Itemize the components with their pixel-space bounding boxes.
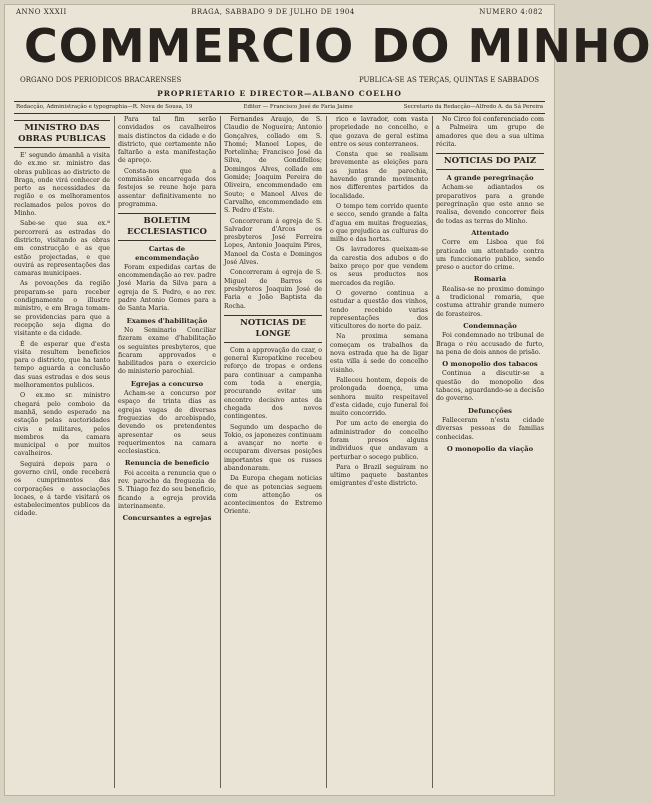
publication-label: PUBLICA-SE AS TERÇAS, QUINTAS E SABBADOS bbox=[358, 76, 539, 84]
article-subheading: Defuncções bbox=[468, 406, 512, 415]
article-paragraph: Segundo um despacho de Tokio, os japonezes continuam a avançar no norte e occuparam diversas posições importantes que os russos abandonaram. bbox=[224, 423, 322, 472]
top-line bbox=[16, 8, 543, 18]
rule bbox=[14, 101, 545, 102]
article-paragraph: Por um acto de energia do administrador do concelho foram presos alguns individuos que andavam a perturbar o socego publico. bbox=[330, 420, 428, 461]
article-paragraph: Corre em Lisboa que foi praticado um attentado contra um funccionario publico, sendo preso o auctor do crime. bbox=[436, 239, 544, 272]
column-1 bbox=[14, 116, 110, 790]
article-paragraph: É de esperar que d'esta visita resultem beneficios para o districto, que ha tanto tempo aguarda a conclusão das suas estradas e dos seus melhoramentos publicos. bbox=[14, 340, 110, 390]
article-paragraph: Para o Brazil seguiram no ultimo paquete bastantes emigrantes d'este districto. bbox=[330, 463, 428, 488]
article-subheading: Attentado bbox=[471, 228, 509, 237]
article-paragraph: Para tal fim serão convidados os cavalheiros mais distinctos da cidade e do districto, que certamente não faltarão a esta manifestação de apreço. bbox=[118, 116, 216, 165]
article-paragraph: Consta que se realisam brevemente as eleições para as juntas de parochia, havendo grande movimento nos differentes partidos da localidade. bbox=[330, 151, 428, 200]
article-paragraph: Concorreram á egreja de S. Miguel de Barros os presbyteros Joaquim José de Faria e João Baptista da Rocha. bbox=[224, 269, 322, 310]
article-paragraph: E' segundo ámanhã a visita do ex.mo sr. ministro das obras publicas ao districto de Braga, onde virá conhecer de perto as necessidades da região e os melhoramentos reclamados pelos povos do Minho. bbox=[14, 152, 110, 218]
article-paragraph: Foram expedidas cartas de encommendação ao rev. padre José Maria da Silva para a egreja de S. Pedro, e ao rev. padre Antonio Gomes para a de Santa Maria. bbox=[118, 263, 216, 313]
article-paragraph: No Circo foi conferenciado com a Palmeira um grupo de amadores que deu a sua ultima récita. bbox=[436, 116, 544, 148]
section-heading: BOLETIM ECCLESIASTICO bbox=[118, 213, 216, 241]
column-2 bbox=[118, 116, 216, 790]
article-subheading: Exames d'habilitação bbox=[126, 316, 208, 325]
article-paragraph: Com a approvação do czar, o general Kuropatkine recebeu reforço de tropas e ordens para continuar a campanha com toda a energia, procurando evitar um encontro decisivo antes da chegada dos novos contingentes. bbox=[224, 346, 322, 421]
section-heading: MINISTRO DAS OBRAS PUBLICAS bbox=[14, 120, 110, 148]
dateline: BRAGA, SABBADO 9 DE JULHO DE 1904 bbox=[191, 8, 355, 16]
editor-label: Editor — Francisco José de Faria Jaime bbox=[243, 104, 353, 110]
article-paragraph: Falleceu hontem, depois de prolongada doença, uma senhora muito respeitavel d'esta cidade, cujo funeral foi muito concorrido. bbox=[330, 376, 428, 418]
article-subheading: Cartas de encommendação bbox=[135, 245, 199, 262]
article-paragraph: Continua a discutir-se a questão do monopolio dos tabacos, aguardando-se a decisão do governo. bbox=[436, 370, 544, 403]
column-3 bbox=[224, 116, 322, 790]
issue-number: NUMERO 4:082 bbox=[479, 8, 543, 16]
admin-address: Redacção, Administração e typographia—R. Nova de Sousa, 19 bbox=[16, 104, 193, 110]
article-paragraph: rico e lavrador, com vasta propriedade no concelho, e que gozava de geral estima entre os seus conterraneos. bbox=[330, 116, 428, 148]
article-subheading: Egrejas a concurso bbox=[130, 379, 204, 388]
article-paragraph: Seguirá depois para o governo civil, onde receberá os cumprimentos das corporações e associações locaes, e á tarde visitará os estabelecimentos publicos da cidade. bbox=[14, 460, 110, 518]
section-heading: NOTICIAS DO PAIZ bbox=[436, 153, 544, 170]
article-subheading: O monopolio dos tabacos bbox=[442, 360, 538, 369]
rule bbox=[14, 113, 545, 114]
article-paragraph: Foi condemnado no tribunal de Braga o réu accusado de furto, na pena de dois annos de prisão. bbox=[436, 332, 544, 356]
article-subheading: Romaria bbox=[473, 275, 507, 284]
article-paragraph: As povoações da região preparam-se para receber condignamente o illustre ministro, e em Braga tomam-se providencias para que a recepção seja digna do visitante e da cidade. bbox=[14, 280, 110, 338]
article-paragraph: Fernandes Araujo, de S. Claudio de Nogueira; Antonio Gonçalves, collado em S. Thomé; Manoel Lopes, de Portelinha; Francisco José da Silva, de Gondifellos; Domingos Alves, collado em Gomide; Joaquim Pereira de Oliveira, encommendado em Souto; e Manoel Alves de Carvalho, encommendado em S. Pedro d'Este. bbox=[224, 116, 322, 215]
section-heading: NOTICIAS DE LONGE bbox=[224, 315, 322, 343]
column-4 bbox=[330, 116, 428, 790]
article-subheading: Condemnação bbox=[463, 321, 517, 330]
article-subheading: Renuncia de beneficio bbox=[124, 459, 210, 468]
organ-label: ORGANO DOS PERIODICOS BRACARENSES bbox=[20, 76, 182, 84]
article-paragraph: Da Europa chegam noticias de que as potencias seguem com attenção os acontecimentos do Extremo Oriente. bbox=[224, 475, 322, 516]
article-paragraph: O governo continua a estudar a questão dos vinhos, tendo recebido varias representações dos viticultores do norte do paiz. bbox=[330, 289, 428, 331]
article-paragraph: Concorreram á egreja de S. Salvador d'Arcos os presbyteros José Ferreira Lopes, Antonio Joaquim Pires, Manoel da Costa e Domingos José Alves. bbox=[224, 217, 322, 267]
column-divider bbox=[432, 116, 433, 788]
proprietor-line: PROPRIETARIO E DIRECTOR—ALBANO COELHO bbox=[157, 89, 402, 98]
article-paragraph: Acham-se a concurso por espaço de trinta dias as egrejas vagas de diversas freguezias do arcebispado, devendo os pretendentes apresentar os seus requerimentos na camara ecclesiastica. bbox=[118, 390, 216, 456]
column-divider bbox=[220, 116, 221, 788]
column-divider bbox=[114, 116, 115, 788]
masthead-title: COMMERCIO DO MINHO bbox=[24, 19, 652, 73]
column-divider bbox=[326, 116, 327, 788]
article-paragraph: Na proxima semana começam os trabalhos da nova estrada que ha de ligar esta villa á sede do concelho visinho. bbox=[330, 333, 428, 374]
article-paragraph: No Seminario Conciliar fizeram exame d'habilitação os seguintes presbyteros, que ficaram approvados e habilitados para o exercicio do ministerio parochial. bbox=[118, 326, 216, 376]
article-paragraph: O ex.mo sr. ministro chegará pelo comboio da manhã, sendo esperado na estação pelas auctoridades civis e militares, pelos membros da camara municipal e por muitos cavalheiros. bbox=[14, 392, 110, 458]
column-5 bbox=[436, 116, 544, 790]
article-paragraph: Sabe-se que sua ex.ª percorrerá as estradas do districto, visitando as obras em construcção e as que estão projectadas, e que ouvirá as representações das camaras municipaes. bbox=[14, 220, 110, 278]
article-paragraph: Foi acceita a renuncia que o rev. parocho da freguezia de S. Thiago fez do seu beneficio, ficando a egreja provida interinamente. bbox=[118, 469, 216, 510]
article-paragraph: Realisa-se no proximo domingo a tradicional romaria, que costuma attrahir grande numero de forasteiros. bbox=[436, 285, 544, 318]
article-subheading: Concursantes a egrejas bbox=[122, 514, 212, 523]
article-paragraph: Os lavradores queixam-se da carestia dos adubos e do baixo preço por que vendem os seus productos nos mercados da região. bbox=[330, 246, 428, 287]
subtitle-line bbox=[20, 76, 539, 86]
staff-line bbox=[16, 104, 543, 113]
article-paragraph: Acham-se adiantados os preparativos para a grande peregrinação que este anno se realisa, devendo concorrer fieis de todas as terras do Minho. bbox=[436, 184, 544, 225]
article-subheading: O monopolio da viação bbox=[446, 444, 534, 453]
newspaper-page bbox=[4, 4, 652, 796]
article-paragraph: O tempo tem corrido quente e secco, sendo grande a falta d'agua em muitas freguezias, o que prejudica as culturas do milho e das hortas. bbox=[330, 202, 428, 244]
article-paragraph: Consta-nos que a commissão encarregada dos festejos se reune hoje para assentar definitivamente no programma. bbox=[118, 167, 216, 208]
article-paragraph: Falleceram n'esta cidade diversas pessoas de familias conhecidas. bbox=[436, 416, 544, 441]
secretary-label: Secretario da Redacção—Alfredo A. da Sá Pereira bbox=[403, 104, 543, 110]
year-label: ANNO XXXII bbox=[16, 8, 67, 16]
article-subheading: A grande peregrinação bbox=[446, 174, 534, 183]
